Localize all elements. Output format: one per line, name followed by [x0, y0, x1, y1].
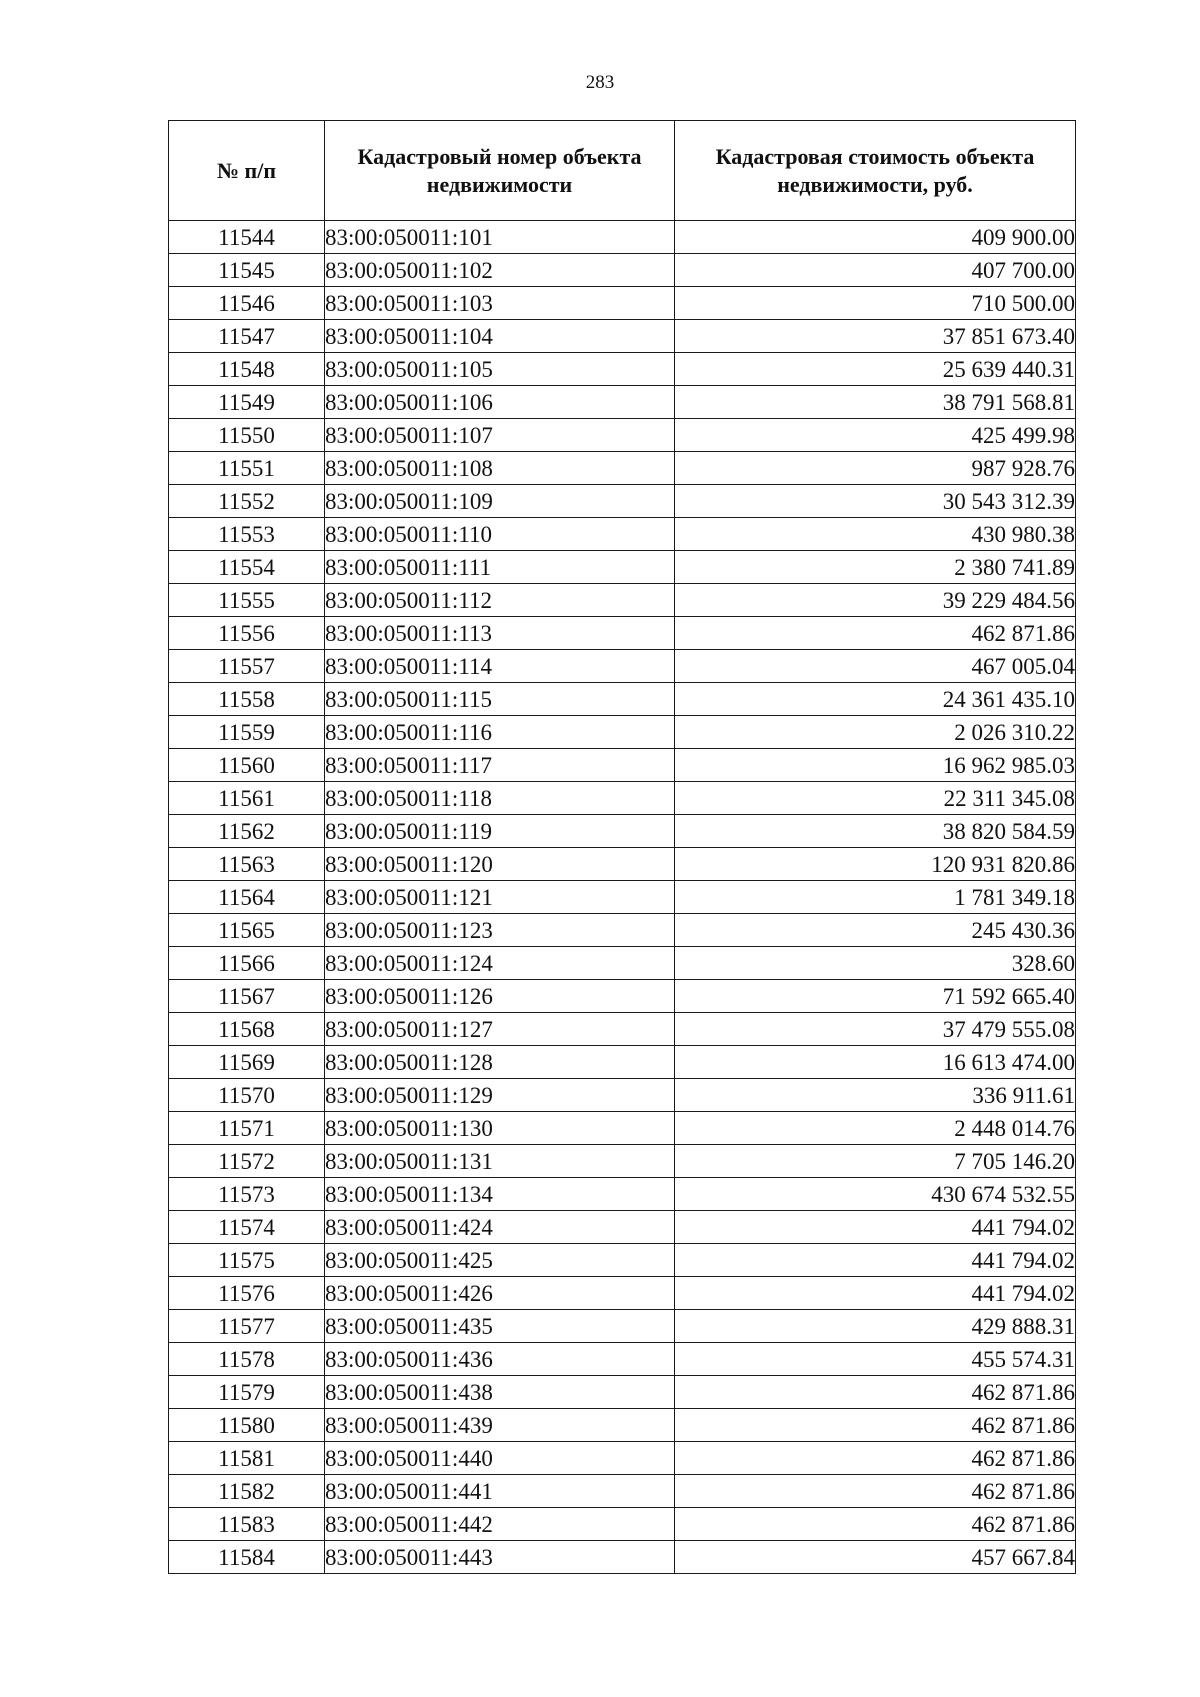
header-row: [169, 121, 1076, 221]
cadastral-number-cell: 83:00:050011:130: [325, 1112, 675, 1145]
table-row: [169, 1409, 1076, 1442]
row-number-cell: 11582: [169, 1475, 325, 1508]
cadastral-value-cell: 1 781 349.18: [675, 881, 1076, 914]
cadastral-number-cell: 83:00:050011:128: [325, 1046, 675, 1079]
row-number-cell: 11581: [169, 1442, 325, 1475]
cadastral-number-cell: 83:00:050011:134: [325, 1178, 675, 1211]
row-number-cell: 11577: [169, 1310, 325, 1343]
cadastral-number-cell: 83:00:050011:119: [325, 815, 675, 848]
cadastral-value-cell: 467 005.04: [675, 650, 1076, 683]
row-number-cell: 11550: [169, 419, 325, 452]
cadastral-number-cell: 83:00:050011:108: [325, 452, 675, 485]
cadastral-value-cell: 2 448 014.76: [675, 1112, 1076, 1145]
cadastral-number-cell: 83:00:050011:442: [325, 1508, 675, 1541]
row-number-cell: 11560: [169, 749, 325, 782]
table-row: [169, 485, 1076, 518]
row-number-cell: 11553: [169, 518, 325, 551]
table-row: [169, 386, 1076, 419]
table-row: [169, 1442, 1076, 1475]
cadastral-value-cell: 37 479 555.08: [675, 1013, 1076, 1046]
row-number-cell: 11575: [169, 1244, 325, 1277]
table-row: [169, 980, 1076, 1013]
cadastral-value-cell: 987 928.76: [675, 452, 1076, 485]
cadastral-value-cell: 462 871.86: [675, 1508, 1076, 1541]
cadastral-number-cell: 83:00:050011:438: [325, 1376, 675, 1409]
cadastral-value-cell: 409 900.00: [675, 221, 1076, 254]
table-row: [169, 1178, 1076, 1211]
table-row: [169, 1376, 1076, 1409]
cadastral-number-cell: 83:00:050011:435: [325, 1310, 675, 1343]
cadastral-number-cell: 83:00:050011:118: [325, 782, 675, 815]
table-row: [169, 419, 1076, 452]
cadastral-number-cell: 83:00:050011:114: [325, 650, 675, 683]
table-row: [169, 1013, 1076, 1046]
row-number-cell: 11567: [169, 980, 325, 1013]
cadastral-value-cell: 2 380 741.89: [675, 551, 1076, 584]
cadastral-number-cell: 83:00:050011:113: [325, 617, 675, 650]
cadastral-value-cell: 39 229 484.56: [675, 584, 1076, 617]
row-number-cell: 11571: [169, 1112, 325, 1145]
row-number-cell: 11549: [169, 386, 325, 419]
table-row: [169, 518, 1076, 551]
row-number-cell: 11556: [169, 617, 325, 650]
cadastral-value-cell: 16 613 474.00: [675, 1046, 1076, 1079]
cadastral-number-cell: 83:00:050011:426: [325, 1277, 675, 1310]
cadastral-number-cell: 83:00:050011:105: [325, 353, 675, 386]
cadastral-number-cell: 83:00:050011:131: [325, 1145, 675, 1178]
row-number-cell: 11568: [169, 1013, 325, 1046]
cadastral-value-cell: 430 980.38: [675, 518, 1076, 551]
cadastral-value-cell: 462 871.86: [675, 1475, 1076, 1508]
row-number-cell: 11561: [169, 782, 325, 815]
cadastral-number-cell: 83:00:050011:443: [325, 1541, 675, 1574]
cadastral-number-cell: 83:00:050011:120: [325, 848, 675, 881]
cadastral-value-cell: 425 499.98: [675, 419, 1076, 452]
row-number-cell: 11558: [169, 683, 325, 716]
table-row: [169, 221, 1076, 254]
cadastral-number-cell: 83:00:050011:101: [325, 221, 675, 254]
cadastral-number-cell: 83:00:050011:127: [325, 1013, 675, 1046]
cadastral-number-cell: 83:00:050011:115: [325, 683, 675, 716]
row-number-cell: 11570: [169, 1079, 325, 1112]
row-number-cell: 11564: [169, 881, 325, 914]
table-row: [169, 254, 1076, 287]
cadastral-value-cell: 328.60: [675, 947, 1076, 980]
table-row: [169, 815, 1076, 848]
cadastral-number-cell: 83:00:050011:116: [325, 716, 675, 749]
table-row: [169, 716, 1076, 749]
cadastral-number-cell: 83:00:050011:111: [325, 551, 675, 584]
cadastral-number-cell: 83:00:050011:112: [325, 584, 675, 617]
row-number-cell: 11583: [169, 1508, 325, 1541]
header-cadastral-number: Кадастровый номер объекта недвижимости: [325, 121, 675, 221]
cadastral-number-cell: 83:00:050011:425: [325, 1244, 675, 1277]
cadastral-value-cell: 16 962 985.03: [675, 749, 1076, 782]
row-number-cell: 11580: [169, 1409, 325, 1442]
row-number-cell: 11554: [169, 551, 325, 584]
cadastral-value-cell: 455 574.31: [675, 1343, 1076, 1376]
row-number-cell: 11572: [169, 1145, 325, 1178]
table-row: [169, 320, 1076, 353]
table-row: [169, 1508, 1076, 1541]
row-number-cell: 11566: [169, 947, 325, 980]
row-number-cell: 11551: [169, 452, 325, 485]
cadastral-value-cell: 441 794.02: [675, 1211, 1076, 1244]
row-number-cell: 11584: [169, 1541, 325, 1574]
cadastral-value-cell: 71 592 665.40: [675, 980, 1076, 1013]
cadastral-number-cell: 83:00:050011:129: [325, 1079, 675, 1112]
cadastral-value-cell: 37 851 673.40: [675, 320, 1076, 353]
cadastral-number-cell: 83:00:050011:441: [325, 1475, 675, 1508]
table-row: [169, 452, 1076, 485]
row-number-cell: 11576: [169, 1277, 325, 1310]
cadastral-number-cell: 83:00:050011:106: [325, 386, 675, 419]
table-row: [169, 1211, 1076, 1244]
cadastral-value-cell: 2 026 310.22: [675, 716, 1076, 749]
table-row: [169, 650, 1076, 683]
cadastral-value-cell: 30 543 312.39: [675, 485, 1076, 518]
cadastral-value-cell: 429 888.31: [675, 1310, 1076, 1343]
table-row: [169, 1244, 1076, 1277]
cadastral-number-cell: 83:00:050011:102: [325, 254, 675, 287]
cadastral-value-cell: 25 639 440.31: [675, 353, 1076, 386]
cadastral-value-cell: 7 705 146.20: [675, 1145, 1076, 1178]
cadastral-number-cell: 83:00:050011:124: [325, 947, 675, 980]
table-row: [169, 1046, 1076, 1079]
cadastral-value-cell: 22 311 345.08: [675, 782, 1076, 815]
cadastral-value-cell: 407 700.00: [675, 254, 1076, 287]
table-row: [169, 584, 1076, 617]
table-row: [169, 617, 1076, 650]
cadastral-value-cell: 457 667.84: [675, 1541, 1076, 1574]
row-number-cell: 11565: [169, 914, 325, 947]
table-row: [169, 1112, 1076, 1145]
table-row: [169, 1310, 1076, 1343]
row-number-cell: 11563: [169, 848, 325, 881]
row-number-cell: 11574: [169, 1211, 325, 1244]
table-header: [169, 121, 1076, 221]
row-number-cell: 11545: [169, 254, 325, 287]
table-row: [169, 1343, 1076, 1376]
cadastral-number-cell: 83:00:050011:103: [325, 287, 675, 320]
cadastral-number-cell: 83:00:050011:107: [325, 419, 675, 452]
table-row: [169, 1475, 1076, 1508]
cadastral-value-cell: 24 361 435.10: [675, 683, 1076, 716]
table-row: [169, 947, 1076, 980]
cadastral-value-cell: 120 931 820.86: [675, 848, 1076, 881]
row-number-cell: 11559: [169, 716, 325, 749]
table-row: [169, 551, 1076, 584]
cadastral-value-cell: 430 674 532.55: [675, 1178, 1076, 1211]
row-number-cell: 11547: [169, 320, 325, 353]
row-number-cell: 11548: [169, 353, 325, 386]
cadastral-value-cell: 710 500.00: [675, 287, 1076, 320]
cadastral-number-cell: 83:00:050011:110: [325, 518, 675, 551]
cadastral-value-cell: 462 871.86: [675, 1442, 1076, 1475]
row-number-cell: 11557: [169, 650, 325, 683]
cadastral-value-table: [168, 120, 1076, 1574]
cadastral-value-cell: 245 430.36: [675, 914, 1076, 947]
cadastral-value-cell: 462 871.86: [675, 617, 1076, 650]
cadastral-value-cell: 462 871.86: [675, 1376, 1076, 1409]
table-body: [169, 221, 1076, 1574]
table-row: [169, 287, 1076, 320]
cadastral-number-cell: 83:00:050011:126: [325, 980, 675, 1013]
cadastral-value-cell: 441 794.02: [675, 1244, 1076, 1277]
cadastral-value-cell: 38 820 584.59: [675, 815, 1076, 848]
table-row: [169, 881, 1076, 914]
cadastral-number-cell: 83:00:050011:123: [325, 914, 675, 947]
table-row: [169, 1277, 1076, 1310]
row-number-cell: 11569: [169, 1046, 325, 1079]
table-row: [169, 914, 1076, 947]
cadastral-number-cell: 83:00:050011:424: [325, 1211, 675, 1244]
cadastral-number-cell: 83:00:050011:104: [325, 320, 675, 353]
row-number-cell: 11544: [169, 221, 325, 254]
header-row-number: № п/п: [169, 121, 325, 221]
table-row: [169, 1145, 1076, 1178]
cadastral-value-cell: 336 911.61: [675, 1079, 1076, 1112]
row-number-cell: 11546: [169, 287, 325, 320]
cadastral-number-cell: 83:00:050011:440: [325, 1442, 675, 1475]
table-row: [169, 683, 1076, 716]
row-number-cell: 11573: [169, 1178, 325, 1211]
cadastral-value-cell: 38 791 568.81: [675, 386, 1076, 419]
table-row: [169, 782, 1076, 815]
table-row: [169, 1541, 1076, 1574]
cadastral-number-cell: 83:00:050011:109: [325, 485, 675, 518]
cadastral-value-cell: 441 794.02: [675, 1277, 1076, 1310]
table-row: [169, 1079, 1076, 1112]
table-row: [169, 848, 1076, 881]
row-number-cell: 11555: [169, 584, 325, 617]
header-cadastral-value: Кадастровая стоимость объекта недвижимости, руб.: [675, 121, 1076, 221]
cadastral-number-cell: 83:00:050011:117: [325, 749, 675, 782]
page-number: 283: [585, 72, 615, 93]
row-number-cell: 11552: [169, 485, 325, 518]
cadastral-number-cell: 83:00:050011:436: [325, 1343, 675, 1376]
cadastral-number-cell: 83:00:050011:121: [325, 881, 675, 914]
row-number-cell: 11579: [169, 1376, 325, 1409]
row-number-cell: 11578: [169, 1343, 325, 1376]
row-number-cell: 11562: [169, 815, 325, 848]
table-row: [169, 353, 1076, 386]
cadastral-value-cell: 462 871.86: [675, 1409, 1076, 1442]
table-row: [169, 749, 1076, 782]
cadastral-number-cell: 83:00:050011:439: [325, 1409, 675, 1442]
